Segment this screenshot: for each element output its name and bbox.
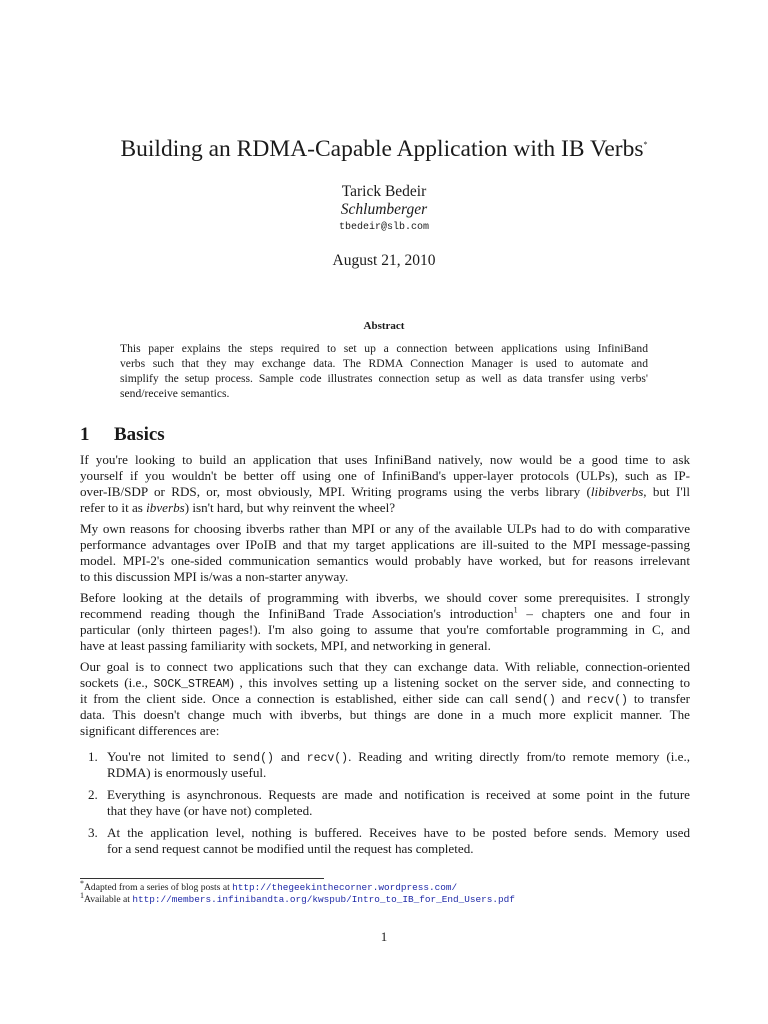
- text-span: RDMA) is enormously useful.: [107, 765, 267, 780]
- footnotes: [80, 878, 515, 906]
- text-line: [80, 569, 690, 585]
- code-text: send(): [232, 752, 274, 765]
- text-span: simplify the setup process. Sample code illustrates connection setup as well as data transfer using verbs': [120, 372, 648, 385]
- text-span: This paper explains the steps required to set up a connection between applications using InfiniBand: [120, 342, 648, 355]
- text-line: [80, 691, 690, 707]
- url-link[interactable]: http://members.infinibandta.org/kwspub/Intro_to_IB_for_End_Users.pdf: [132, 894, 515, 905]
- footnote-rule: [80, 878, 324, 879]
- text-span: to this discussion MPI is/was a non-starter anyway.: [80, 569, 349, 584]
- paragraph: [80, 521, 690, 585]
- text-span: Our goal is to connect two applications such that they can exchange data. With reliable, connection-oriented: [80, 659, 690, 674]
- text-line: [80, 723, 690, 739]
- text-line: [107, 841, 690, 857]
- text-line: [120, 386, 648, 401]
- text-span: , but I'll: [643, 484, 690, 499]
- text-line: [80, 484, 690, 500]
- text-line: [80, 590, 690, 606]
- code-text: SOCK_STREAM: [153, 678, 230, 691]
- title-footnote-mark: *: [643, 140, 648, 150]
- text-span: sockets (i.e.,: [80, 675, 154, 690]
- footnote: [80, 878, 515, 894]
- text-span: Adapted from a series of blog posts at: [84, 882, 233, 893]
- text-line: [80, 521, 690, 537]
- text-span: have at least passing familiarity with sockets, MPI, and networking in general.: [80, 638, 491, 653]
- code-text: recv(): [586, 694, 628, 707]
- text-span: If you're looking to build an application that uses InfiniBand natively, now would be a good time to ask: [80, 452, 690, 467]
- text-span: send/receive semantics.: [120, 387, 230, 400]
- text-line: [80, 622, 690, 638]
- text-line: [120, 371, 648, 386]
- list-item: [80, 825, 690, 857]
- paper-date: August 21, 2010: [332, 252, 436, 269]
- text-span: for a send request cannot be modified until the request has completed.: [107, 841, 474, 856]
- list-item-text: [107, 787, 690, 819]
- author-affiliation: Schlumberger: [340, 201, 428, 218]
- text-span: model. MPI-2's one-sided communication semantics would probably have worked, but for reasons irrelevant: [80, 553, 690, 568]
- text-line: [107, 803, 690, 819]
- text-span: – chapters one and four in: [517, 606, 690, 621]
- code-text: recv(): [306, 752, 349, 765]
- code-text: send(): [514, 694, 556, 707]
- list-item-text: [107, 825, 690, 857]
- text-span: significant differences are:: [80, 723, 220, 738]
- list-number: 1.: [88, 749, 98, 764]
- text-span: to transfer: [627, 691, 690, 706]
- text-line: [107, 787, 690, 803]
- author-email: tbedeir@slb.com: [338, 222, 429, 233]
- text-span: recommend reading though the InfiniBand Trade Association's introduction: [80, 606, 514, 621]
- footnote-mark: 1: [513, 605, 518, 615]
- text-span: . Reading and writing directly from/to remote memory (i.e.,: [348, 749, 691, 764]
- text-line: [80, 553, 690, 569]
- list-item: [80, 749, 690, 781]
- footnote-mark: *: [80, 878, 84, 888]
- url-link[interactable]: http://thegeekinthecorner.wordpress.com/: [232, 882, 458, 893]
- author-name: Tarick Bedeir: [341, 183, 427, 200]
- paper-title: [0, 136, 768, 163]
- text-span: it from the client side. Once a connection is established, either side can call: [80, 691, 515, 706]
- text-span: Before looking at the details of programming with ibverbs, we should cover some prerequisites. I strongly: [80, 590, 690, 605]
- paragraph: [80, 452, 690, 516]
- text-line: [107, 825, 690, 841]
- section-number: 1: [80, 424, 90, 445]
- text-line: [80, 452, 690, 468]
- section-title: Basics: [114, 424, 165, 445]
- text-span: that they have (or have not) completed.: [107, 803, 313, 818]
- text-line: [120, 356, 648, 371]
- text-line: [80, 675, 690, 691]
- abstract-text: [120, 341, 648, 401]
- text-line: [107, 749, 690, 765]
- paragraph: [80, 659, 690, 739]
- text-span: yourself if you wouldn't be better off using one of InfiniBand's upper-layer protocols (ULPs), such as IP-: [80, 468, 690, 483]
- list-item: [80, 787, 690, 819]
- text-span: performance advantages over IPoIB and that my target applications are ill-suited to the MPI message-passing: [80, 537, 690, 552]
- footnote: [80, 890, 515, 906]
- title-text: Building an RDMA-Capable Application with IB Verbs: [120, 136, 644, 162]
- text-span: You're not limited to: [107, 749, 233, 764]
- text-span: ibverbs: [146, 500, 185, 515]
- text-span: At the application level, nothing is buffered. Receives have to be posted before sends. Memory used: [107, 825, 690, 840]
- page-number: 1: [380, 929, 388, 944]
- list-number: 2.: [88, 787, 98, 802]
- section-heading: [80, 424, 165, 446]
- footnote-mark: 1: [80, 890, 84, 900]
- text-span: particular (only thirteen pages!). I'm also going to assume that you're comfortable programming in C, and: [80, 622, 690, 637]
- text-line: [80, 537, 690, 553]
- text-span: My own reasons for choosing ibverbs rather than MPI or any of the available ULPs had to do with comparative: [80, 521, 690, 536]
- text-span: ) , this involves setting up a listening socket on the server side, and connecting to: [229, 675, 690, 690]
- text-line: [107, 765, 690, 781]
- text-span: and: [555, 691, 587, 706]
- paragraph: [80, 590, 690, 654]
- text-line: [80, 638, 690, 654]
- list-item-text: [107, 749, 690, 781]
- text-span: refer to it as: [80, 500, 147, 515]
- text-line: [80, 468, 690, 484]
- text-span: and: [273, 749, 307, 764]
- body-text: [80, 452, 690, 863]
- text-span: verbs such that they may exchange data. The RDMA Connection Manager is used to automate and: [120, 357, 648, 370]
- text-line: [80, 707, 690, 723]
- abstract-heading: Abstract: [363, 320, 405, 332]
- text-line: [80, 659, 690, 675]
- text-line: [80, 500, 690, 516]
- text-span: data. This doesn't change much with ibverbs, but things are done in a much more explicit manner. The: [80, 707, 690, 722]
- text-span: Available at: [84, 894, 133, 905]
- text-span: ) isn't hard, but why reinvent the wheel?: [184, 500, 396, 515]
- text-span: libibverbs: [590, 484, 644, 499]
- text-line: [120, 341, 648, 356]
- differences-list: [80, 749, 690, 857]
- text-span: over-IB/SDP or RDS, or, most obviously, MPI. Writing programs using the verbs library (: [80, 484, 591, 499]
- text-line: [80, 606, 690, 622]
- list-number: 3.: [88, 825, 98, 840]
- text-span: Everything is asynchronous. Requests are made and notification is received at some point in the future: [107, 787, 690, 802]
